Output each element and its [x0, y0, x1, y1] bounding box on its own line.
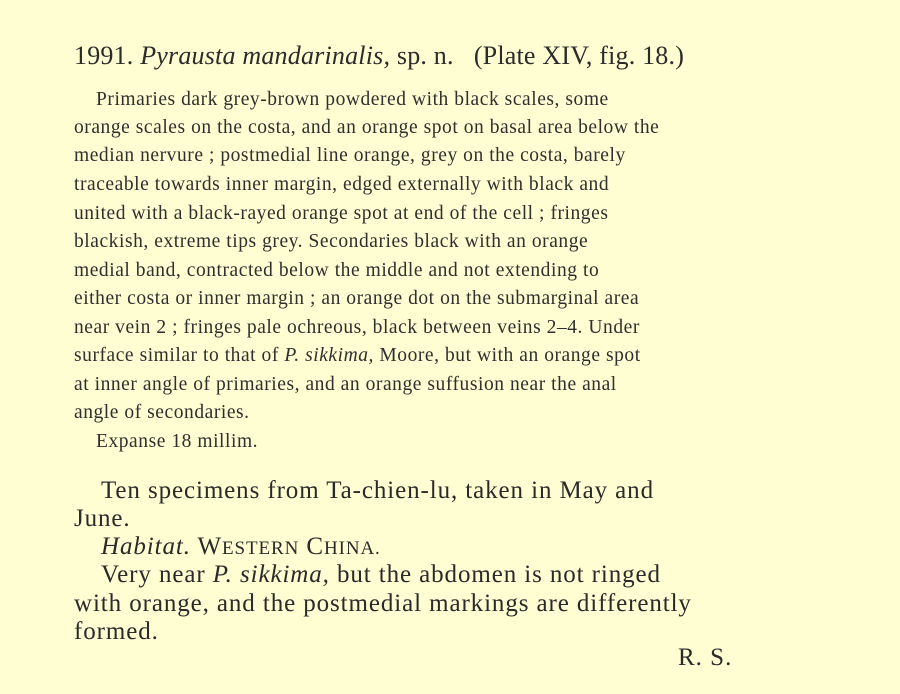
- text-segment: Moore, but with an orange spot: [373, 345, 641, 366]
- plate-reference: (Plate XIV, fig. 18.): [473, 41, 685, 70]
- description-line: near vein 2 ; fringes pale ochreous, black between veins 2–4. Under: [74, 317, 640, 338]
- text-segment: Very near: [101, 561, 213, 588]
- description-line: either costa or inner margin ; an orange dot on the submarginal area: [74, 288, 640, 309]
- description-line: angle of secondaries.: [74, 402, 250, 423]
- remark-line: formed.: [74, 618, 159, 645]
- description-line: Primaries dark grey-brown powdered with black scales, some: [96, 89, 609, 110]
- text-segment: surface similar to that of: [74, 345, 285, 366]
- description-line: orange scales on the costa, and an orange spot on basal area below the: [74, 117, 660, 138]
- species-reference: P. sikkima,: [212, 561, 330, 588]
- description-line: medial band, contracted below the middle and not extending to: [74, 260, 600, 281]
- species-reference: P. sikkima,: [284, 345, 374, 366]
- description-line: traceable towards inner margin, edged externally with black and: [74, 174, 610, 195]
- species-status: sp. n.: [396, 41, 454, 70]
- remark-line: with orange, and the postmedial markings are differently: [74, 590, 692, 617]
- habitat-label: Habitat.: [101, 533, 191, 560]
- species-heading: [74, 43, 684, 69]
- species-name: Pyrausta mandarinalis,: [140, 41, 391, 70]
- description-line: blackish, extreme tips grey. Secondaries black with an orange: [74, 231, 589, 252]
- expanse-line: Expanse 18 millim.: [96, 431, 259, 452]
- specimens-line: June.: [74, 505, 131, 532]
- habitat-line: [101, 534, 381, 559]
- text-segment: but the abdomen is not ringed: [329, 561, 661, 588]
- specimens-line: Ten specimens from Ta-chien-lu, taken in May and: [101, 477, 654, 504]
- remark-line: [101, 562, 661, 587]
- description-line: median nervure ; postmedial line orange, grey on the costa, barely: [74, 145, 626, 166]
- description-line: [74, 346, 641, 366]
- description-line: united with a black-rayed orange spot at end of the cell ; fringes: [74, 203, 609, 224]
- habitat-value: WESTERN CHINA.: [197, 533, 381, 560]
- author-signature: R. S.: [678, 644, 733, 671]
- description-line: at inner angle of primaries, and an orange suffusion near the anal: [74, 374, 617, 395]
- entry-number: 1991.: [74, 41, 134, 70]
